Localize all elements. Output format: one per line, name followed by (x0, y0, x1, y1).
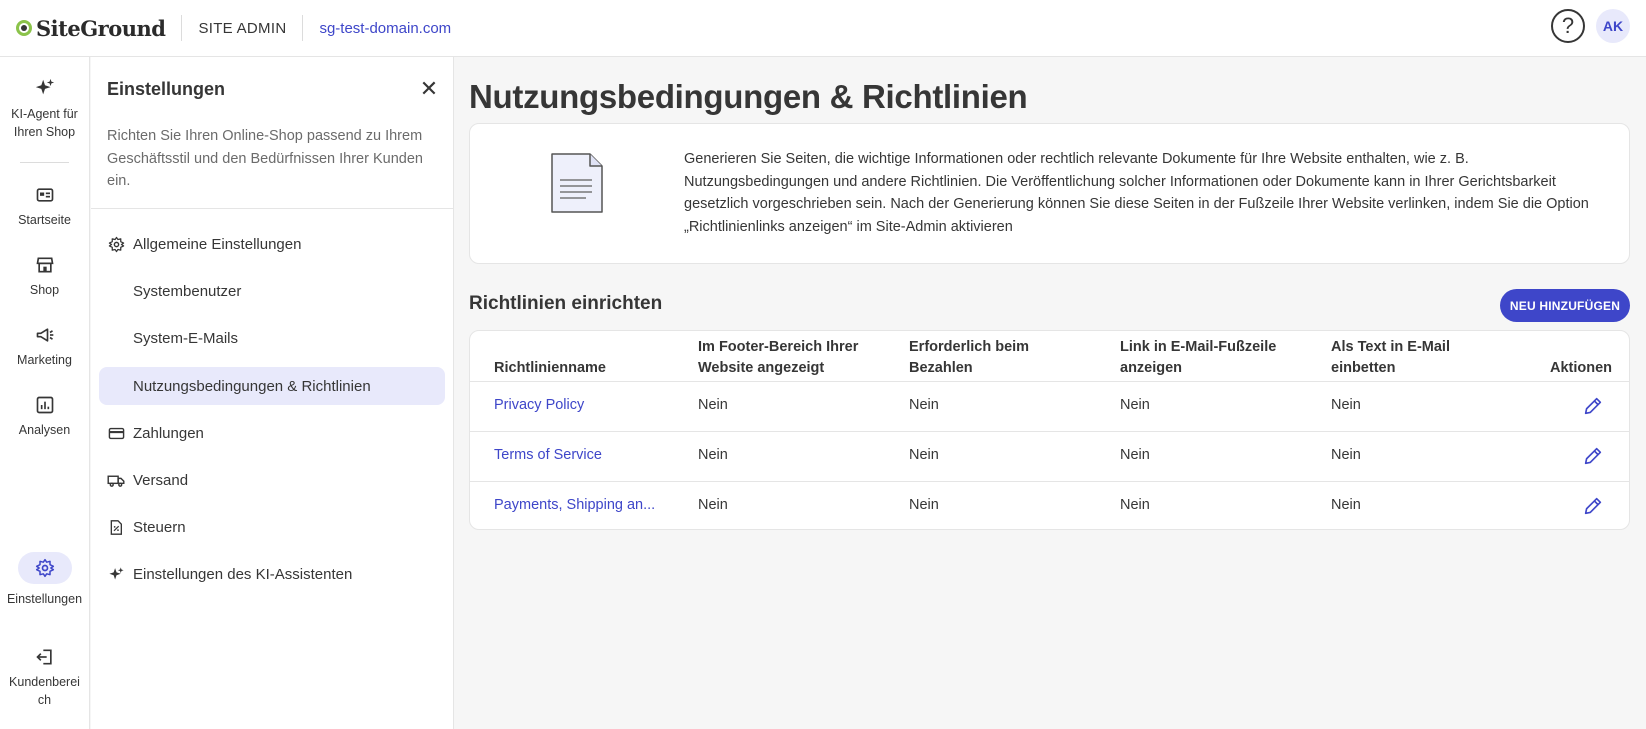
rail-item-startseite[interactable] (0, 185, 89, 229)
chart-icon (35, 395, 55, 415)
rail-item-label: Marketing (17, 353, 72, 367)
user-avatar[interactable]: AK (1596, 9, 1630, 43)
menu-item-label: Zahlungen (133, 424, 204, 442)
menu-item-label: Allgemeine Einstellungen (133, 235, 302, 253)
menu-item-ki-assistent[interactable] (99, 555, 445, 593)
menu-item-label: Systembenutzer (133, 282, 242, 300)
rail-item-label: Kundenbereich (9, 675, 80, 707)
edit-pencil-icon[interactable] (1582, 445, 1604, 467)
table-cell: Nein (1331, 397, 1361, 413)
info-description: Generieren Sie Seiten, die wichtige Informationen oder rechtlich relevante Dokumente für Ihre Website enthalten, wie z. B. Nutzungsbedingungen und andere Richtlinien. Die Veröffentlichung solcher Informationen oder Dokumente kann in Ihrer Gerichtsbarkeit gesetzlich vorgeschrieben sein. Nach der Generierung können Sie diese Seiten in der Fußzeile Ihrer Website verlinken, indem Sie die Option „Richtlinienlinks anzeigen“ im Site-Admin aktivieren (684, 151, 1589, 235)
rail-item-analysen[interactable] (0, 395, 89, 439)
menu-item-allgemeine-einstellungen[interactable] (99, 225, 445, 263)
logo-text: SiteGround (36, 15, 166, 41)
menu-item-steuern[interactable] (99, 508, 445, 546)
rail-item-marketing[interactable] (0, 325, 89, 369)
menu-item-label: Versand (133, 471, 189, 489)
table-cell: Nein (909, 497, 939, 513)
rail-active-indicator (18, 552, 72, 584)
rail-divider (20, 162, 69, 163)
table-cell: Nein (1331, 497, 1361, 513)
section-title: Richtlinien einrichten (469, 293, 663, 314)
table-cell: Nein (1331, 447, 1361, 463)
panel-divider (91, 208, 454, 209)
exit-icon (35, 647, 55, 667)
rail-item-label: Shop (29, 283, 60, 297)
table-cell: Nein (1120, 397, 1150, 413)
policy-link[interactable]: Privacy Policy (494, 397, 585, 413)
info-card (469, 123, 1630, 264)
policy-link[interactable]: Payments, Shipping an... (494, 497, 656, 513)
column-header-footer: Im Footer-Bereich Ihrer Website angezeigt (698, 339, 859, 376)
home-dashboard-icon (35, 185, 55, 205)
main-nav-rail (0, 57, 90, 729)
domain-link[interactable]: sg-test-domain.com (319, 19, 452, 37)
gear-icon (107, 235, 125, 253)
menu-item-label: System-E-Mails (133, 329, 239, 347)
header-divider (181, 15, 182, 41)
menu-item-label: Steuern (133, 518, 186, 536)
rail-item-kundenbereich[interactable] (0, 647, 89, 709)
rail-item-label: Einstellungen (6, 592, 83, 606)
panel-title: Einstellungen (107, 79, 226, 99)
table-cell: Nein (698, 447, 728, 463)
column-header-checkout: Erforderlich beim Bezahlen (909, 339, 1030, 376)
rail-item-ki-agent[interactable] (0, 77, 89, 141)
top-bar (0, 0, 1646, 57)
table-cell: Nein (909, 447, 939, 463)
edit-pencil-icon[interactable] (1582, 495, 1604, 517)
settings-panel (91, 57, 454, 729)
column-header-actions: Aktionen (1549, 360, 1612, 376)
menu-item-versand[interactable] (99, 461, 445, 499)
rail-item-einstellungen[interactable] (0, 552, 89, 608)
rail-item-shop[interactable] (0, 255, 89, 299)
store-icon (35, 255, 55, 275)
rail-item-label: KI-Agent für Ihren Shop (11, 107, 78, 139)
add-new-button[interactable]: NEU HINZUFÜGEN (1500, 289, 1630, 322)
table-cell: Nein (1120, 497, 1150, 513)
site-admin-label: SITE ADMIN (198, 19, 287, 37)
policy-link[interactable]: Terms of Service (494, 447, 602, 463)
table-cell: Nein (909, 397, 939, 413)
table-cell: Nein (698, 397, 728, 413)
panel-description: Richten Sie Ihren Online-Shop passend zu Ihrem Geschäftsstil und den Bedürfnissen Ihrer Kunden ein. (107, 128, 423, 189)
table-divider (470, 481, 1630, 482)
help-button[interactable] (1551, 9, 1585, 43)
close-icon[interactable]: ✕ (419, 76, 439, 101)
column-header-email-text: Als Text in E-Mail einbetten (1331, 339, 1450, 376)
rail-item-label: Startseite (18, 213, 71, 227)
tax-document-icon (107, 518, 125, 536)
rail-item-label: Analysen (18, 423, 71, 437)
siteground-logo[interactable] (16, 0, 165, 57)
logo-icon (16, 20, 32, 36)
menu-item-system-e-mails[interactable] (99, 319, 445, 357)
menu-item-systembenutzer[interactable] (99, 272, 445, 310)
column-header-email-link: Link in E-Mail-Fußzeile anzeigen (1120, 339, 1277, 376)
header-divider (302, 15, 303, 41)
page-title: Nutzungsbedingungen & Richtlinien (469, 78, 1028, 115)
truck-icon (107, 471, 125, 489)
table-cell: Nein (1120, 447, 1150, 463)
megaphone-icon (35, 325, 55, 345)
sparkle-icon (107, 565, 125, 583)
column-header-name: Richtlinienname (494, 360, 606, 376)
table-cell: Nein (698, 497, 728, 513)
table-divider (470, 431, 1630, 432)
credit-card-icon (107, 424, 125, 442)
menu-item-nutzungsbedingungen[interactable] (99, 367, 445, 405)
document-illustration-icon (550, 152, 604, 214)
help-icon: ? (1561, 13, 1575, 38)
policies-table (469, 330, 1630, 530)
gear-icon (35, 552, 55, 578)
menu-item-label: Nutzungsbedingungen & Richtlinien (133, 377, 371, 395)
table-divider (470, 381, 1630, 382)
menu-item-zahlungen[interactable] (99, 414, 445, 452)
menu-item-label: Einstellungen des KI-Assistenten (133, 565, 353, 583)
sparkle-icon (34, 77, 56, 99)
edit-pencil-icon[interactable] (1582, 395, 1604, 417)
